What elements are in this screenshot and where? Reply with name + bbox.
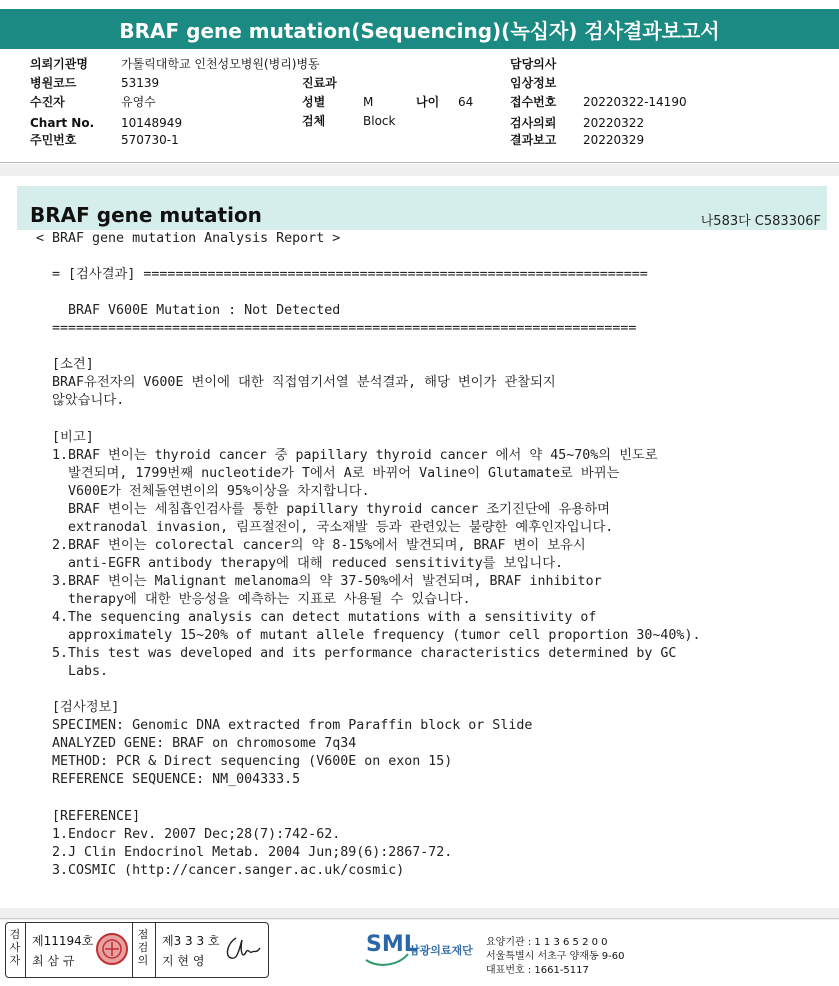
request-label: 검사의뢰 — [510, 116, 557, 130]
hospital-value: 가톨릭대학교 인천성모병원(병리)병동 — [121, 57, 320, 71]
divider — [0, 918, 839, 919]
checker-name: 지 현 영 — [162, 954, 205, 968]
report-line: [검사정보] — [36, 700, 120, 716]
checker-label-3: 의 — [137, 954, 149, 967]
report-line: BRAF 변이는 세침흡인검사를 통한 papillary thyroid cancer 조기진단에 유용하며 — [36, 501, 610, 517]
report-line: 4.The sequencing analysis can detect mutations with a sensitivity of — [36, 609, 597, 625]
hospital-label: 의뢰기관명 — [30, 57, 88, 71]
report-line: ========================================================================= — [36, 321, 637, 337]
report-line: [비고] — [36, 429, 94, 445]
sml-logo: SML — [366, 932, 418, 957]
report-line: V600E가 전체돌연변이의 95%이상을 차지합니다. — [36, 483, 370, 499]
rrn-value: 570730-1 — [121, 133, 179, 147]
checker-label-2: 검 — [137, 941, 149, 954]
report-line: 3.BRAF 변이는 Malignant melanoma의 약 37-50%에서 발견되며, BRAF inhibitor — [36, 573, 602, 589]
divider-band — [0, 164, 839, 176]
report-line: < BRAF gene mutation Analysis Report > — [36, 231, 341, 246]
age-value: 64 — [458, 95, 474, 109]
divider — [25, 923, 26, 977]
section-title: BRAF gene mutation — [30, 203, 262, 227]
code-value: 53139 — [121, 76, 160, 90]
section-code: 나583다 C583306F — [700, 214, 821, 229]
chart-value: 10148949 — [121, 116, 183, 130]
address: 서울특별시 서초구 양재동 9-60 — [486, 951, 625, 962]
report-line: [소견] — [36, 357, 94, 373]
report-line: approximately 15~20% of mutant allele frequency (tumor cell proportion 30~40%). — [36, 628, 701, 644]
chart-label: Chart No. — [30, 116, 95, 130]
report-line: REFERENCE SEQUENCE: NM_004333.5 — [36, 772, 301, 788]
report-line: Labs. — [36, 664, 109, 680]
care-number: 요양기관 : 1 1 3 6 5 2 0 0 — [486, 937, 608, 948]
foundation-name: 삼광의료재단 — [409, 944, 473, 957]
report-line: 3.COSMIC (http://cancer.sanger.ac.uk/cosmic) — [36, 862, 405, 878]
signature-icon — [222, 932, 262, 966]
checker-label-1: 점 — [137, 928, 149, 941]
report-line: SPECIMEN: Genomic DNA extracted from Paraffin block or Slide — [36, 718, 533, 734]
doctor-label: 담당의사 — [510, 57, 557, 71]
seal-stamp-icon — [95, 932, 129, 966]
report-line: 1.BRAF 변이는 thyroid cancer 중 papillary thyroid cancer 에서 약 45~70%의 빈도로 — [36, 447, 658, 463]
dept-label: 진료과 — [302, 76, 337, 90]
report-line: 2.BRAF 변이는 colorectal cancer의 약 8-15%에서 발견되며, BRAF 변이 보유시 — [36, 537, 586, 553]
examiner-label-1: 검 — [9, 928, 21, 941]
specimen-label: 검체 — [302, 114, 326, 128]
examiner-number: 제11194호 — [32, 934, 94, 948]
report-line: METHOD: PCR & Direct sequencing (V600E on exon 15) — [36, 754, 453, 770]
report-body — [36, 230, 826, 880]
patient-value: 유영수 — [121, 95, 156, 109]
report-line: [REFERENCE] — [36, 808, 141, 824]
report-line: = [검사결과] =============================================================== — [36, 267, 648, 283]
report-line: BRAF V600E Mutation : Not Detected — [36, 303, 341, 319]
age-label: 나이 — [416, 95, 440, 109]
sex-label: 성별 — [302, 95, 326, 109]
receipt-value: 20220322-14190 — [583, 95, 687, 109]
divider — [0, 162, 839, 163]
phone: 대표번호 : 1661-5117 — [486, 965, 589, 976]
examiner-label-2: 사 — [9, 941, 21, 954]
divider — [155, 923, 156, 977]
examiner-name: 최 삼 규 — [32, 954, 75, 968]
sex-value: M — [363, 95, 374, 109]
report-line: extranodal invasion, 림프절전이, 국소재발 등과 관련있는 불량한 예후인자입니다. — [36, 519, 614, 535]
report-date-label: 결과보고 — [510, 133, 557, 147]
code-label: 병원코드 — [30, 76, 77, 90]
report-line: anti-EGFR antibody therapy에 대해 reduced sensitivity를 보입니다. — [36, 555, 564, 571]
examiner-label-3: 자 — [9, 954, 21, 967]
report-line: BRAF유전자의 V600E 변이에 대한 직접염기서열 분석결과, 해당 변이가 관찰되지 — [36, 375, 556, 391]
report-line: 않았습니다. — [36, 393, 125, 409]
specimen-value: Block — [363, 114, 396, 128]
logo-swoosh-icon — [364, 930, 410, 966]
report-title: BRAF gene mutation(Sequencing)(녹십자) 검사결과보고서 — [0, 9, 839, 49]
rrn-label: 주민번호 — [30, 133, 77, 147]
report-date-value: 20220329 — [583, 133, 645, 147]
divider — [132, 923, 133, 977]
request-value: 20220322 — [583, 116, 645, 130]
report-line: therapy에 대한 반응성을 예측하는 지표로 사용될 수 있습니다. — [36, 591, 471, 607]
report-line: 2.J Clin Endocrinol Metab. 2004 Jun;89(6):2867-72. — [36, 844, 453, 860]
report-line: 5.This test was developed and its performance characteristics determined by GC — [36, 646, 677, 662]
report-line: 1.Endocr Rev. 2007 Dec;28(7):742-62. — [36, 826, 341, 842]
report-line: 발견되며, 1799번째 nucleotide가 T에서 A로 바뀌어 Valine이 Glutamate로 바뀌는 — [36, 465, 620, 481]
checker-number: 제3 3 3 호 — [162, 934, 220, 948]
receipt-label: 접수번호 — [510, 95, 557, 109]
clinical-label: 임상정보 — [510, 76, 557, 90]
report-line: ANALYZED GENE: BRAF on chromosome 7q34 — [36, 736, 357, 752]
patient-label: 수진자 — [30, 95, 65, 109]
